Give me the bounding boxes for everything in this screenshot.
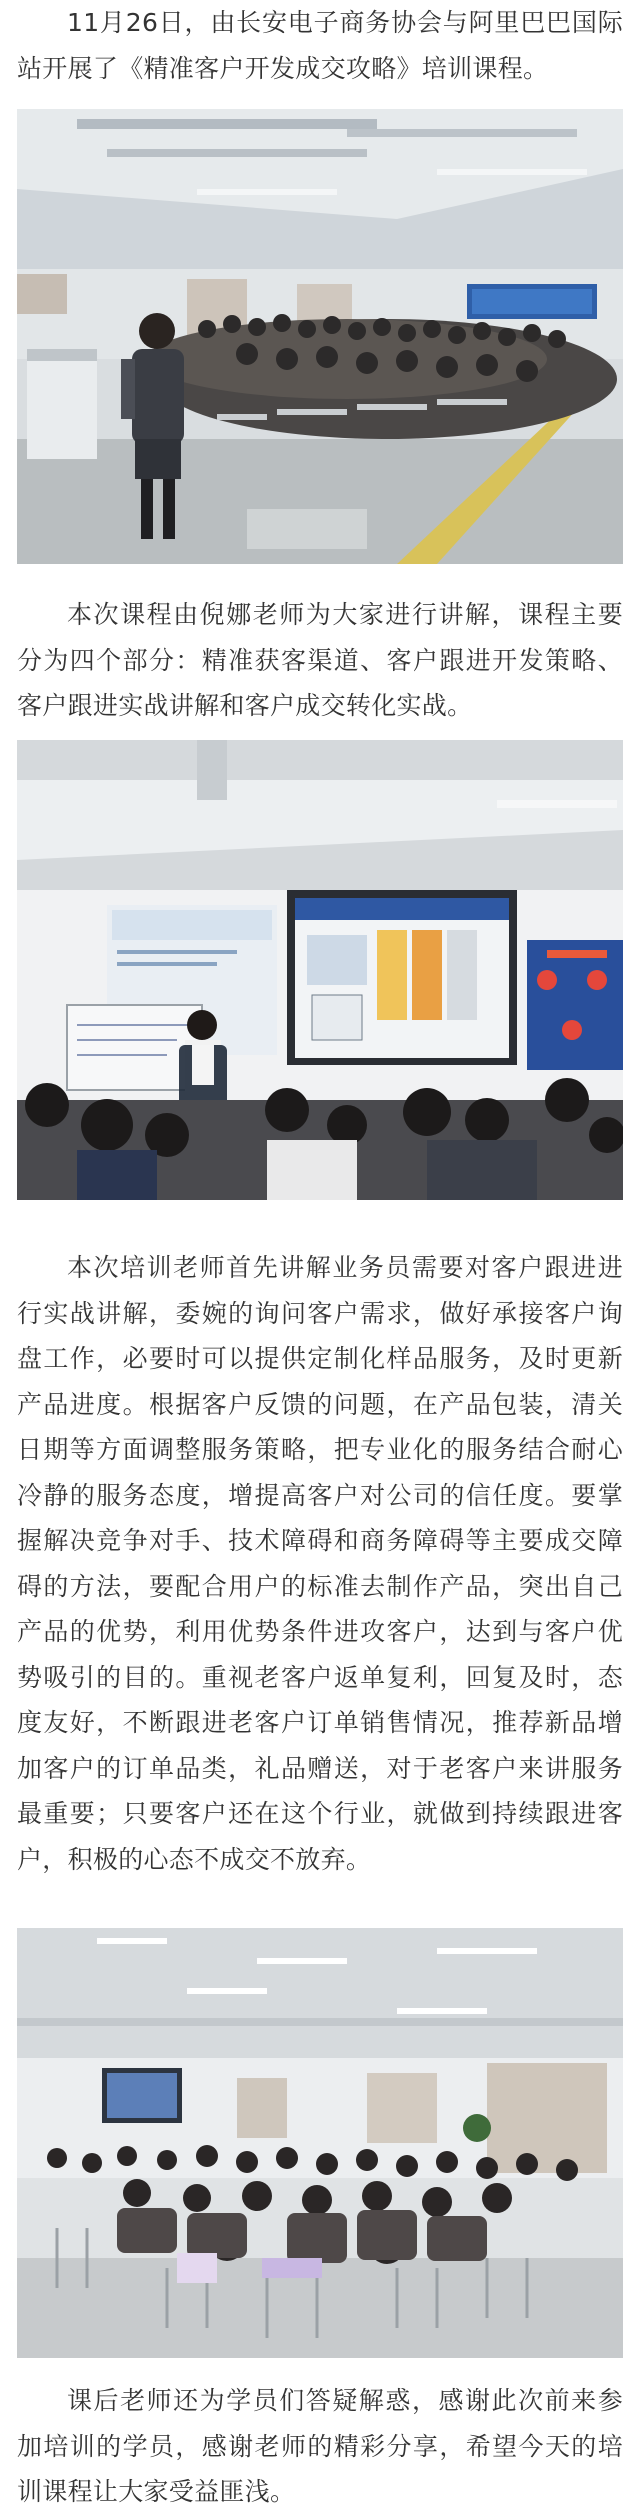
photo-speaker-projector (17, 740, 623, 1200)
photo-audience-rear-view (17, 1928, 623, 2358)
paragraph-training-content: 本次培训老师首先讲解业务员需要对客户跟进进行实战讲解，委婉的询问客户需求，做好承接客户询盘工作，必要时可以提供定制化样品服务，及时更新产品进度。根据客户反馈的问题，在产品包装，清关日期等方面调整服务策略，把专业化的服务结合耐心冷静的服务态度，增提高客户对公司的信任度。要掌握解决竞争对手、技术障碍和商务障碍等主要成交障碍的方法，要配合用户的标准去制作产品，突出自己产品的优势，利用优势条件进攻客户，达到与客户优势吸引的目的。重视老客户返单复利，回复及时，态度友好，不断跟进老客户订单销售情况，推荐新品增加客户的订单品类，礼品赠送，对于老客户来讲服务最重要；只要客户还在这个行业，就做到持续跟进客户，积极的心态不成交不放弃。 (17, 1253, 623, 1874)
paragraph-closing: 课后老师还为学员们答疑解惑，感谢此次前来参加培训的学员，感谢老师的精彩分享，希望今天的培训课程让大家受益匪浅。 (17, 2386, 623, 2506)
photo-training-hall-presenter (17, 109, 623, 564)
paragraph-course-overview: 本次课程由倪娜老师为大家进行讲解，课程主要分为四个部分：精准获客渠道、客户跟进开发策略、客户跟进实战讲解和客户成交转化实战。 (17, 600, 623, 720)
paragraph-intro: 11月26日，由长安电子商务协会与阿里巴巴国际站开展了《精准客户开发成交攻略》培训课程。 (17, 8, 623, 83)
